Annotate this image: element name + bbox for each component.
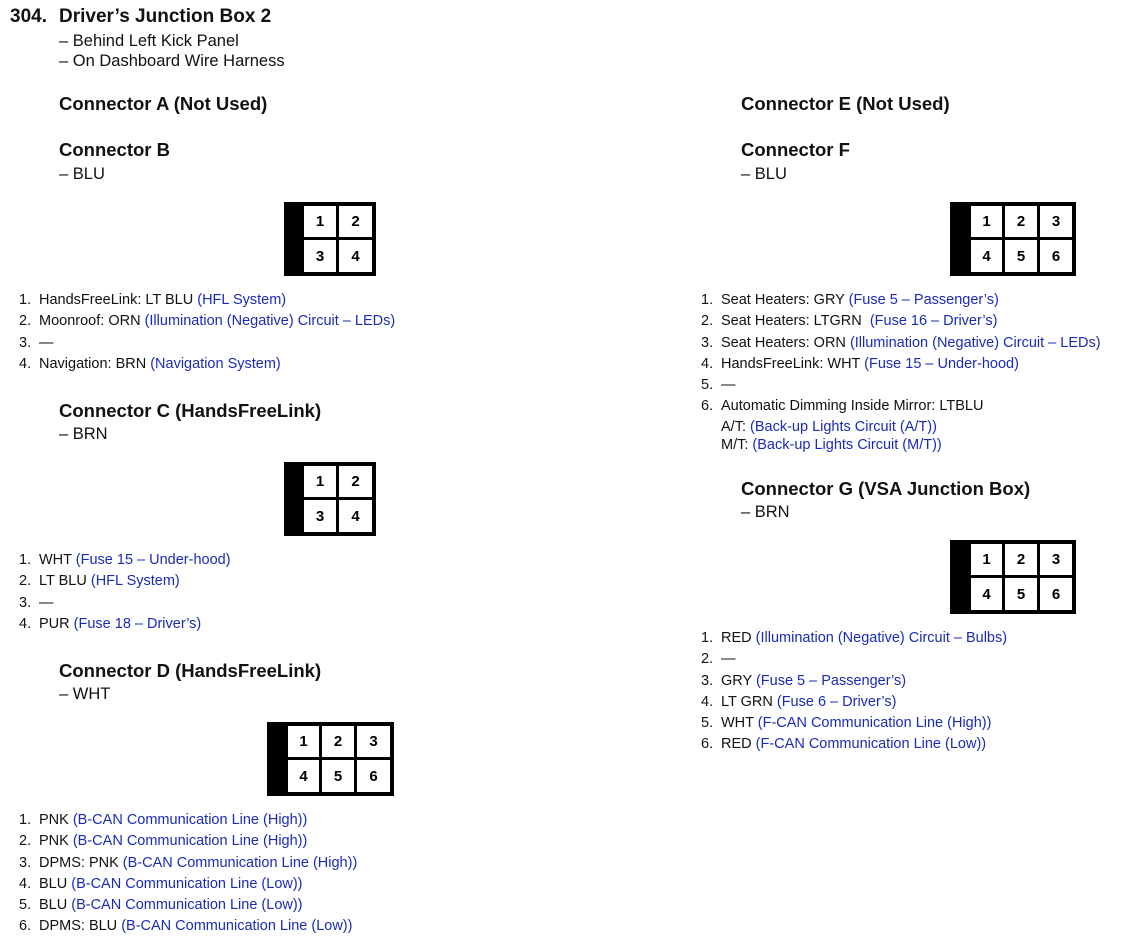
list-item: 5. WHT (F-CAN Communication Line (High)) (701, 715, 992, 732)
connector-d-pin-6: 6 (357, 760, 390, 792)
list-item: 3. DPMS: PNK (B-CAN Communication Line (High)) (19, 854, 358, 871)
connector-d-pin-list (19, 810, 357, 938)
list-item: 3. — (19, 594, 54, 611)
connector-d-diagram (267, 722, 394, 796)
list-item: 6. RED (F-CAN Communication Line (Low)) (701, 736, 987, 753)
connector-f-pin-list (701, 290, 1101, 455)
connector-g-pin-6: 6 (1040, 578, 1072, 610)
circuit-link[interactable]: (Fuse 5 – Passenger’s) (848, 292, 999, 308)
circuit-link[interactable]: (Back-up Lights Circuit (M/T)) (752, 437, 942, 454)
circuit-link[interactable]: (Fuse 16 – Driver’s) (869, 313, 998, 330)
circuit-link[interactable]: (B-CAN Communication Line (High)) (122, 854, 358, 871)
list-item: 6. DPMS: BLU (B-CAN Communication Line (Low)) (19, 918, 353, 935)
connector-b-color: – BLU (59, 165, 105, 183)
connector-b-pin-2: 2 (339, 206, 372, 237)
connector-d-pin-4: 4 (288, 760, 319, 792)
list-item: 3. GRY (Fuse 5 – Passenger’s) (701, 672, 907, 689)
connector-c-title: Connector C (HandsFreeLink) (59, 400, 322, 421)
location-line-2: – On Dashboard Wire Harness (59, 52, 285, 70)
list-item: 4. BLU (B-CAN Communication Line (Low)) (19, 875, 303, 892)
list-item: 1. HandsFreeLink: LT BLU (HFL System) (19, 292, 287, 308)
pin6-sub-mt: M/T: (Back-up Lights Circuit (M/T)) (721, 437, 942, 454)
connector-f-pin-5: 5 (1005, 240, 1037, 272)
circuit-link[interactable]: (B-CAN Communication Line (Low)) (71, 875, 303, 892)
circuit-link[interactable]: (HFL System) (90, 573, 180, 590)
connector-d-title: Connector D (HandsFreeLink) (59, 660, 322, 681)
connector-g-pin-5: 5 (1005, 578, 1037, 610)
connector-d-pin-3: 3 (357, 726, 390, 757)
connector-g-pin-2: 2 (1005, 544, 1037, 575)
circuit-link[interactable]: (Fuse 18 – Driver’s) (73, 615, 202, 632)
pin6-sub-at: A/T: (Back-up Lights Circuit (A/T)) (721, 418, 937, 435)
circuit-link[interactable]: (B-CAN Communication Line (High)) (72, 833, 308, 850)
connector-b-pin-3: 3 (304, 240, 336, 272)
connector-f-pin-6: 6 (1040, 240, 1072, 272)
location-line-1: – Behind Left Kick Panel (59, 32, 239, 50)
connector-d-pin-2: 2 (322, 726, 354, 757)
connector-b-pin-4: 4 (339, 240, 372, 272)
connector-c-color: – BRN (59, 425, 108, 443)
connector-f-pin-4: 4 (971, 240, 1002, 272)
list-item: 1. PNK (B-CAN Communication Line (High)) (19, 812, 308, 828)
circuit-link[interactable]: (B-CAN Communication Line (Low)) (71, 897, 303, 914)
list-item: 4. Navigation: BRN (Navigation System) (19, 355, 281, 372)
list-item: 4. PUR (Fuse 18 – Driver’s) (19, 615, 202, 632)
section-number: 304. (10, 6, 47, 27)
connector-g-title: Connector G (VSA Junction Box) (741, 478, 1031, 499)
list-item: 1. WHT (Fuse 15 – Under-hood) (19, 552, 231, 568)
circuit-link[interactable]: (Illumination (Negative) Circuit – LEDs) (144, 313, 396, 330)
circuit-link[interactable]: (B-CAN Communication Line (Low)) (121, 918, 353, 935)
connector-c-pin-list (19, 550, 231, 635)
list-item: 3. Seat Heaters: ORN (Illumination (Negative) Circuit – LEDs) (701, 334, 1101, 351)
circuit-link[interactable]: (B-CAN Communication Line (High)) (72, 812, 308, 828)
circuit-link[interactable]: (F-CAN Communication Line (High)) (757, 715, 992, 732)
circuit-link[interactable]: (Fuse 5 – Passenger’s) (755, 672, 907, 689)
list-item: 4. HandsFreeLink: WHT (Fuse 15 – Under-hood) (701, 355, 1019, 372)
list-item: 5. — (701, 377, 736, 394)
connector-d-color: – WHT (59, 685, 111, 703)
connector-b-pin-1: 1 (304, 206, 336, 237)
connector-g-pin-1: 1 (971, 544, 1002, 575)
connector-f-color: – BLU (741, 165, 787, 183)
circuit-link[interactable]: (Fuse 15 – Under-hood) (864, 355, 1019, 372)
circuit-link[interactable]: (Fuse 6 – Driver’s) (776, 693, 897, 710)
list-item: 1. Seat Heaters: GRY (Fuse 5 – Passenger’s) (701, 292, 999, 308)
connector-b-diagram (284, 202, 376, 276)
circuit-link[interactable]: (Back-up Lights Circuit (A/T)) (750, 418, 937, 435)
circuit-link[interactable]: (Navigation System) (150, 355, 281, 372)
page-title: Driver’s Junction Box 2 (59, 6, 272, 27)
connector-a-title: Connector A (Not Used) (59, 93, 268, 114)
connector-g-diagram (950, 540, 1076, 614)
connector-g-color: – BRN (741, 503, 790, 521)
connector-g-pin-3: 3 (1040, 544, 1072, 575)
list-item: 2. Moonroof: ORN (Illumination (Negative) Circuit – LEDs) (19, 313, 396, 330)
list-item: 2. LT BLU (HFL System) (19, 573, 180, 590)
connector-f-pin-1: 1 (971, 206, 1002, 237)
list-item: 1. RED (Illumination (Negative) Circuit – Bulbs) (701, 630, 1008, 646)
connector-d-pin-1: 1 (288, 726, 319, 757)
connector-b-title: Connector B (59, 139, 170, 160)
circuit-link[interactable]: (Fuse 15 – Under-hood) (75, 552, 231, 568)
list-item: 2. — (701, 651, 736, 668)
list-item: 2. PNK (B-CAN Communication Line (High)) (19, 833, 308, 850)
connector-e-title: Connector E (Not Used) (741, 93, 950, 114)
connector-f-pin-2: 2 (1005, 206, 1037, 237)
circuit-link[interactable]: (Illumination (Negative) Circuit – LEDs) (849, 334, 1101, 351)
connector-c-pin-1: 1 (304, 466, 336, 497)
circuit-link[interactable]: (Illumination (Negative) Circuit – Bulbs) (755, 630, 1008, 646)
connector-d-pin-5: 5 (322, 760, 354, 792)
connector-b-pin-list (19, 290, 395, 375)
connector-c-diagram (284, 462, 376, 536)
list-item: 5. BLU (B-CAN Communication Line (Low)) (19, 897, 303, 914)
connector-c-pin-4: 4 (339, 500, 372, 532)
list-item: 2. Seat Heaters: LTGRN (Fuse 16 – Driver’s) (701, 313, 998, 330)
connector-g-pin-list (701, 628, 1007, 756)
connector-c-pin-3: 3 (304, 500, 336, 532)
list-item: 6. Automatic Dimming Inside Mirror: LTBLU A/T: (Back-up Lights Circuit (A/T)) M/T: (Back-up Lights Circuit (M/T)) (701, 396, 1101, 454)
connector-f-title: Connector F (741, 139, 850, 160)
connector-f-pin-3: 3 (1040, 206, 1072, 237)
connector-f-diagram (950, 202, 1076, 276)
connector-c-pin-2: 2 (339, 466, 372, 497)
circuit-link[interactable]: (F-CAN Communication Line (Low)) (755, 736, 987, 753)
list-item: 3. — (19, 334, 54, 351)
list-item: 4. LT GRN (Fuse 6 – Driver’s) (701, 693, 897, 710)
connector-g-pin-4: 4 (971, 578, 1002, 610)
circuit-link[interactable]: (HFL System) (197, 292, 287, 308)
